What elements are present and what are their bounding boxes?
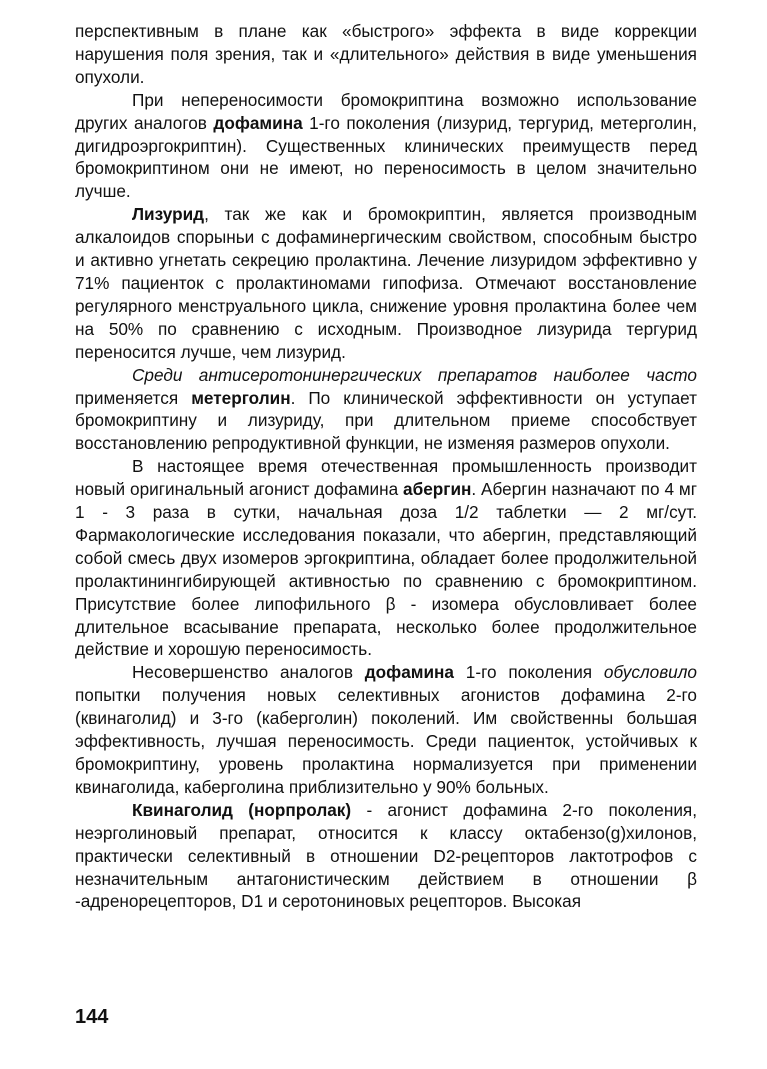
text-run: В настоящее время отечественная промышленность производит новый оригинальный агонист дофамина: [75, 456, 697, 500]
bold-term: Квинаголид (норпролак): [132, 799, 352, 820]
page-number: 144: [75, 1006, 109, 1028]
text-run: . По клинической эффективности он уступает бромокриптину и лизуриду, при длительном приеме способствует восстановлению репродуктивной функции, не изменяя размеров опухоли.: [75, 387, 698, 454]
paragraph: [75, 455, 697, 661]
paragraph: [75, 89, 697, 204]
bold-term: дофамина: [213, 112, 303, 133]
paragraph: [75, 364, 697, 456]
text-run: перспективным в плане как «быстрого» эффекта в виде коррекции нарушения поля зрения, так и «длительного» действия в виде уменьшения опухоли.: [75, 21, 697, 87]
paragraph: [75, 203, 697, 363]
text-run: 1-го поколения: [454, 662, 604, 683]
bold-term: метерголин: [191, 387, 291, 408]
page-body: [75, 20, 697, 913]
paragraph: [75, 799, 697, 914]
text-run: . Абергин назначают по 4 мг 1 - 3 раза в сутки, начальная доза 1/2 таблетки — 2 мг/сут. Фармакологические исследования показали, что абергин, представляющий собой смесь двух изомеров эргокриптина, обладает более продолжительной пролактинингибирующей активностью по сравнению с бромокриптином. Присутствие более липофильного β - изомера обусловливает более длительное всасывание препарата, несколько более продолжительное действие и хорошую переносимость.: [75, 479, 697, 660]
paragraph: [75, 661, 697, 798]
italic-text: обусловило: [603, 662, 697, 683]
text-run: применяется: [75, 387, 192, 408]
paragraph: [75, 20, 697, 89]
bold-term: абергин: [403, 479, 472, 500]
text-run: попытки получения новых селективных агонистов дофамина 2-го (квинаголид) и 3-го (каберголин) поколений. Им свойственны большая эффективность, лучшая переносимость. Среди пациенток, устойчивых к бромокриптину, уровень пролактина нормализуется при применении квинаголида, каберголина приблизительно у 90% больных.: [75, 685, 697, 797]
text-run: При непереносимости бромокриптина возможно использование других аналогов: [75, 89, 697, 133]
text-run: Несовершенство аналогов: [132, 662, 365, 683]
bold-term: Лизурид: [132, 204, 205, 225]
text-run: , так же как и бромокриптин, является производным алкалоидов спорыньи с дофаминергическим свойством, способным быстро и активно угнетать секрецию пролактина. Лечение лизуридом эффективно у 71% пациенток с пролактиномами гипофиза. Отмечают восстановление регулярного менструального цикла, снижение уровня пролактина более чем на 50% по сравнению с исходным. Производное лизурида тергурид переносится лучше, чем лизурид.: [75, 204, 697, 362]
bold-term: дофамина: [364, 662, 454, 683]
text-run: 1-го поколения (лизурид, тергурид, метерголин, дигидроэргокриптин). Существенных клинических преимуществ перед бромокриптином они не имеют, но переносимость в целом значительно лучше.: [75, 112, 697, 202]
text-run: - агонист дофамина 2-го поколения, неэрголиновый препарат, относится к классу октабензо(g)хилонов, практически селективный в отношении D2-рецепторов лактотрофов с незначительным антагонистическим действием в отношении β -адренорецепторов, D1 и серотониновых рецепторов. Высокая: [75, 799, 698, 912]
italic-text: Среди антисеротонинергических препаратов наиболее часто: [132, 364, 697, 385]
